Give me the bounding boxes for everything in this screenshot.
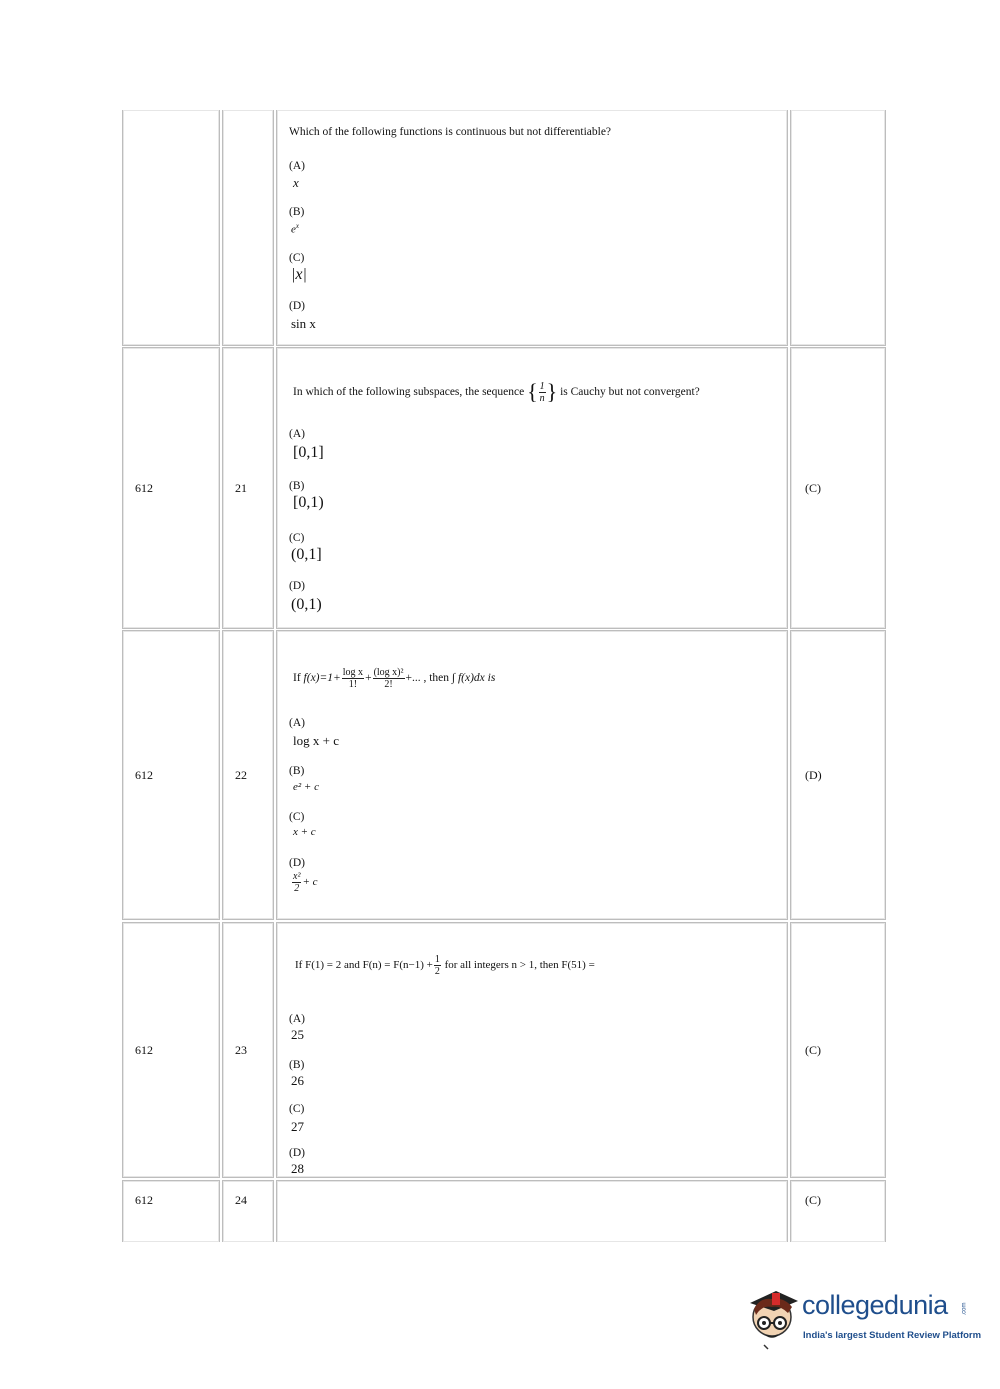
answer-cell [790, 630, 886, 920]
paper-code: 612 [135, 1193, 153, 1207]
table-row [122, 922, 886, 1178]
option-c-value: |x| [291, 266, 307, 283]
paper-code-cell [122, 630, 220, 920]
question-text: Which of the following functions is continuous but not differentiable? [289, 126, 612, 138]
half-fraction: $\frac{1}{2}$ [434, 953, 440, 977]
question-text [293, 380, 700, 404]
option-d-value: 28 [291, 1161, 304, 1176]
option-c-label: (C) [289, 1103, 305, 1115]
open-brace: { [527, 379, 538, 405]
paper-code: 612 [135, 481, 153, 495]
answer-cell [790, 110, 886, 346]
paper-code-cell [122, 347, 220, 629]
question-number: 23 [235, 1043, 247, 1057]
paper-code-cell [122, 922, 220, 1178]
question-number-cell [222, 1180, 274, 1242]
option-a-label: (A) [289, 428, 305, 440]
mascot-graduation-cap-icon [742, 1283, 804, 1357]
option-d-label: (D) [289, 1147, 305, 1159]
option-d-label: (D) [289, 580, 305, 592]
question-number-cell [222, 347, 274, 629]
brand-suffix: .com [961, 1302, 968, 1316]
option-d-label: (D) [289, 300, 305, 312]
question-text: If F(1) = 2 and F(n) = F(n−1) + $\frac{1}{2}$ for all integers n > 1, then F(51) = [295, 953, 595, 977]
option-b-label: (B) [289, 765, 305, 777]
question-number: 22 [235, 768, 247, 782]
paper-code: 612 [135, 768, 153, 782]
option-b-value: $e^x$ [291, 222, 299, 236]
answer-cell [790, 347, 886, 629]
question-cell [276, 110, 788, 346]
table-row [122, 1180, 886, 1242]
close-brace: } [546, 379, 558, 405]
option-a-value: x [293, 175, 299, 190]
term2-fraction: $\frac{\text{(log x)²}}{2!}$ [373, 666, 404, 690]
answer-cell [790, 922, 886, 1178]
option-c-label: (C) [289, 811, 305, 823]
table-row [122, 347, 886, 629]
option-c-label: (C) [289, 532, 305, 544]
question-number: 24 [235, 1193, 247, 1207]
option-c-value: 27 [291, 1119, 304, 1134]
option-d-fraction: $\frac{\text{x²}}{2}$ [293, 871, 301, 894]
term1-fraction: $\frac{\text{log x}}{1!}$ [342, 666, 364, 690]
answer-value: (C) [805, 1193, 821, 1207]
question-cell [276, 1180, 788, 1242]
option-c-label: (C) [289, 252, 305, 264]
option-d-label: (D) [289, 857, 305, 869]
option-d-value: sin x [291, 316, 316, 331]
question-number: 21 [235, 481, 247, 495]
option-c-value: (0,1] [291, 546, 322, 563]
option-b-value: e² + c [293, 781, 319, 793]
question-cell [276, 630, 788, 920]
answer-value: (C) [805, 1043, 821, 1057]
paper-code-cell [122, 1180, 220, 1242]
option-b-value: [0,1) [293, 494, 324, 511]
option-d-value: (0,1) [291, 596, 322, 613]
option-b-superscript: x [295, 222, 299, 230]
option-b-value: 26 [291, 1073, 304, 1088]
question-cell [276, 922, 788, 1178]
option-a-label: (A) [289, 1013, 305, 1025]
answer-value: (C) [805, 481, 821, 495]
option-a-label: (A) [289, 717, 305, 729]
table-row [122, 110, 886, 346]
question-number-cell [222, 110, 274, 346]
option-c-value: x + c [293, 826, 316, 838]
brand-name: collegedunia [802, 1290, 948, 1320]
option-d-value: $\frac{\text{x²}}{2}$ + c [293, 871, 318, 894]
option-b-label: (B) [289, 1059, 305, 1071]
answer-value: (D) [805, 768, 822, 782]
option-a-value: 25 [291, 1027, 304, 1042]
option-a-label: (A) [289, 160, 305, 172]
question-text: If f(x)=1+ $\frac{\text{log x}}{1!}$ + $\frac{\text{(log x)²}}{2!}$ +... , then ∫ f(x)dx is [293, 666, 496, 690]
option-b-label: (B) [289, 206, 305, 218]
question-cell [276, 347, 788, 629]
option-b-label: (B) [289, 480, 305, 492]
paper-code-cell [122, 110, 220, 346]
brand-tagline: India's largest Student Review Platform [803, 1330, 982, 1341]
question-post: is Cauchy but not convergent? [560, 386, 700, 398]
question-number-cell [222, 922, 274, 1178]
question-number-cell [222, 630, 274, 920]
answer-cell [790, 1180, 886, 1242]
option-a-value: [0,1] [293, 444, 324, 461]
integral-expr: ∫ f(x)dx is [451, 672, 496, 684]
question-pre: In which of the following subspaces, the sequence [293, 386, 525, 398]
table-row [122, 630, 886, 920]
option-a-value: log x + c [293, 733, 339, 748]
sequence-fraction: $\frac{1}{n}$ [539, 380, 545, 404]
paper-code: 612 [135, 1043, 153, 1057]
